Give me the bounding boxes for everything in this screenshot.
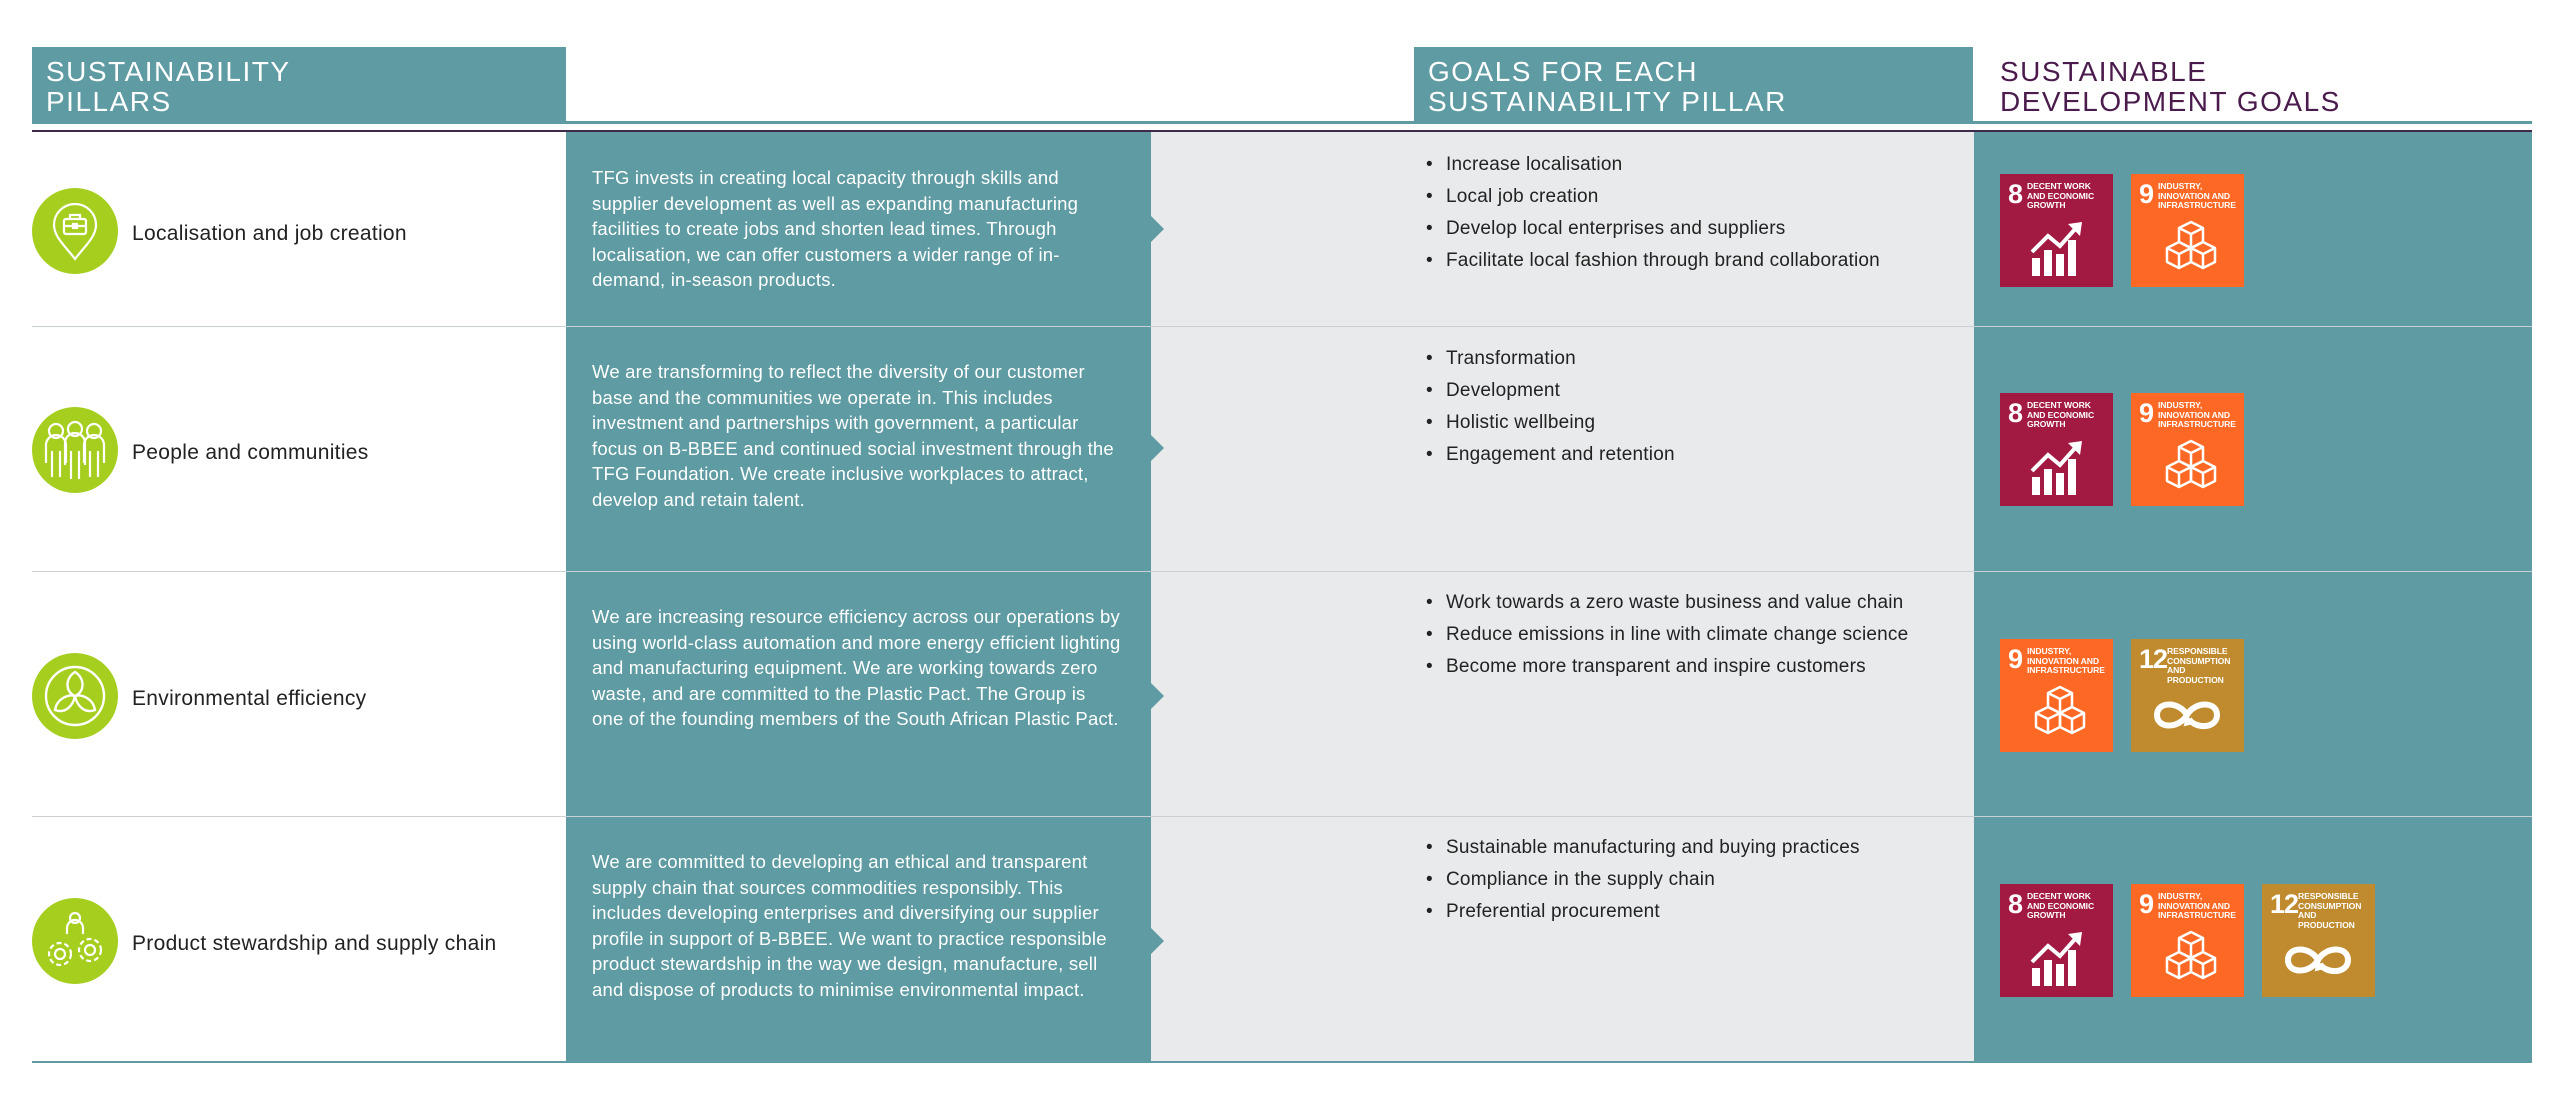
pillar-icon-circle	[32, 898, 118, 984]
sdg-title: INDUSTRY, INNOVATION AND INFRASTRUCTURE	[2027, 646, 2105, 675]
growth-chart-icon	[2030, 220, 2086, 276]
pillar-description: We are committed to developing an ethical and transparent supply chain that sources commodities responsibly. This includes developing enterprises and diversifying our supplier profile in support of B-BBEE. We want to practice responsible product stewardship in the way we design, manufacture, sell and dispose of products to minimise environmental impact.	[592, 851, 1107, 1000]
goals-list	[1426, 149, 1966, 277]
description-arrow	[1151, 683, 1164, 709]
sdg-tile-12	[2131, 639, 2244, 752]
growth-chart-icon	[2030, 439, 2086, 495]
infinity-icon	[2280, 938, 2356, 982]
goal-item: • Compliance in the supply chain	[1426, 864, 1971, 896]
goal-item: • Develop local enterprises and suppliers	[1426, 213, 1966, 245]
sdg-tile-12	[2262, 884, 2375, 997]
infinity-icon	[2149, 693, 2225, 737]
pillar-description: TFG invests in creating local capacity through skills and supplier development as well as expanding manufacturing facilities to create jobs and shorten lead times. Through localisation, we can offer customers a wider range of in-demand, in-season products.	[592, 167, 1079, 290]
bottom-rule	[32, 1061, 2532, 1063]
sdg-number: 8	[2008, 889, 2023, 919]
pillar-label: Product stewardship and supply chain	[132, 932, 497, 955]
description-arrow	[1151, 928, 1164, 954]
goals-list	[1426, 832, 1971, 928]
goal-item: • Work towards a zero waste business and value chain	[1426, 587, 1971, 619]
description-arrow	[1151, 216, 1164, 242]
sdg-title: DECENT WORK AND ECONOMIC GROWTH	[2027, 181, 2095, 210]
growth-chart-icon	[2030, 930, 2086, 986]
header-sustainability-pillars	[32, 47, 566, 122]
goal-item: • Development	[1426, 375, 1966, 407]
sdg-number: 9	[2008, 644, 2023, 674]
sdg-title: INDUSTRY, INNOVATION AND INFRASTRUCTURE	[2158, 891, 2236, 920]
cubes-icon	[2161, 439, 2221, 497]
cubes-icon	[2161, 930, 2221, 988]
pillar-icon-circle	[32, 407, 118, 493]
sdg-number: 12	[2270, 889, 2299, 919]
header-sdg-line2: DEVELOPMENT GOALS	[2000, 86, 2341, 117]
description-arrow	[1151, 435, 1164, 461]
goal-item: • Holistic wellbeing	[1426, 407, 1966, 439]
sdg-number: 8	[2008, 398, 2023, 428]
sdg-number: 12	[2139, 644, 2168, 674]
location-pin-briefcase-icon	[48, 201, 102, 261]
pillar-row-environmental	[0, 572, 2560, 816]
sdg-tile-8	[2000, 884, 2113, 997]
pillar-row-localisation	[0, 132, 2560, 326]
sdg-title: INDUSTRY, INNOVATION AND INFRASTRUCTURE	[2158, 181, 2236, 210]
cubes-icon	[2030, 685, 2090, 743]
sdg-tile-8	[2000, 174, 2113, 287]
header-pillars-line2: PILLARS	[46, 86, 172, 117]
sdg-tile-9	[2131, 393, 2244, 506]
header-pillars-line1: SUSTAINABILITY	[46, 56, 291, 87]
pillar-row-people	[0, 327, 2560, 571]
pillar-label: Environmental efficiency	[132, 687, 367, 710]
sdg-title: RESPONSIBLE CONSUMPTION AND PRODUCTION	[2298, 891, 2362, 930]
goal-item: • Become more transparent and inspire customers	[1426, 651, 1971, 683]
goals-list	[1426, 343, 1966, 471]
header-rule	[32, 121, 2532, 124]
sdg-number: 9	[2139, 398, 2154, 428]
sdg-number: 9	[2139, 179, 2154, 209]
pillar-label: Localisation and job creation	[132, 222, 407, 245]
pillar-description: We are transforming to reflect the diversity of our customer base and the communities we operate in. This includes investment and partnerships with government, a particular focus on B-BBEE and continued social investment through the TFG Foundation. We create inclusive workplaces to attract, develop and retain talent.	[592, 361, 1114, 510]
goal-item: • Reduce emissions in line with climate change science	[1426, 619, 1971, 651]
sdg-tile-9	[2000, 639, 2113, 752]
header-goals-line1: GOALS FOR EACH	[1428, 56, 1698, 87]
cubes-icon	[2161, 220, 2221, 278]
header-goals-line2: SUSTAINABILITY PILLAR	[1428, 86, 1787, 117]
sdg-number: 9	[2139, 889, 2154, 919]
gears-person-icon	[42, 910, 108, 972]
goal-item: • Preferential procurement	[1426, 896, 1971, 928]
sdg-tile-8	[2000, 393, 2113, 506]
goal-item: • Sustainable manufacturing and buying practices	[1426, 832, 1971, 864]
pillar-icon-circle	[32, 653, 118, 739]
goal-item: • Transformation	[1426, 343, 1966, 375]
header-sdg-line1: SUSTAINABLE	[2000, 56, 2208, 87]
sdg-title: DECENT WORK AND ECONOMIC GROWTH	[2027, 891, 2095, 920]
goal-item: • Facilitate local fashion through brand collaboration	[1426, 245, 1966, 277]
pillar-description: We are increasing resource efficiency across our operations by using world-class automation and more energy efficient lighting and manufacturing equipment. We are working towards zero waste, and are committed to the Plastic Pact. The Group is one of the founding members of the South African Plastic Pact.	[592, 606, 1121, 729]
goals-list	[1426, 587, 1971, 683]
sdg-title: RESPONSIBLE CONSUMPTION AND PRODUCTION	[2167, 646, 2231, 685]
people-group-icon	[42, 417, 108, 483]
sdg-tile-9	[2131, 884, 2244, 997]
pillar-row-product-stewardship	[0, 817, 2560, 1061]
pillar-icon-circle	[32, 188, 118, 274]
sdg-title: INDUSTRY, INNOVATION AND INFRASTRUCTURE	[2158, 400, 2236, 429]
header-goals-for-each-pillar	[1414, 47, 1973, 122]
sdg-tile-9	[2131, 174, 2244, 287]
header-sustainable-development-goals	[1986, 47, 2536, 122]
goal-item: • Engagement and retention	[1426, 439, 1966, 471]
goal-item: • Local job creation	[1426, 181, 1966, 213]
sdg-title: DECENT WORK AND ECONOMIC GROWTH	[2027, 400, 2095, 429]
goal-item: • Increase localisation	[1426, 149, 1966, 181]
leaves-circle-icon	[43, 664, 107, 728]
sdg-number: 8	[2008, 179, 2023, 209]
pillar-label: People and communities	[132, 441, 369, 464]
